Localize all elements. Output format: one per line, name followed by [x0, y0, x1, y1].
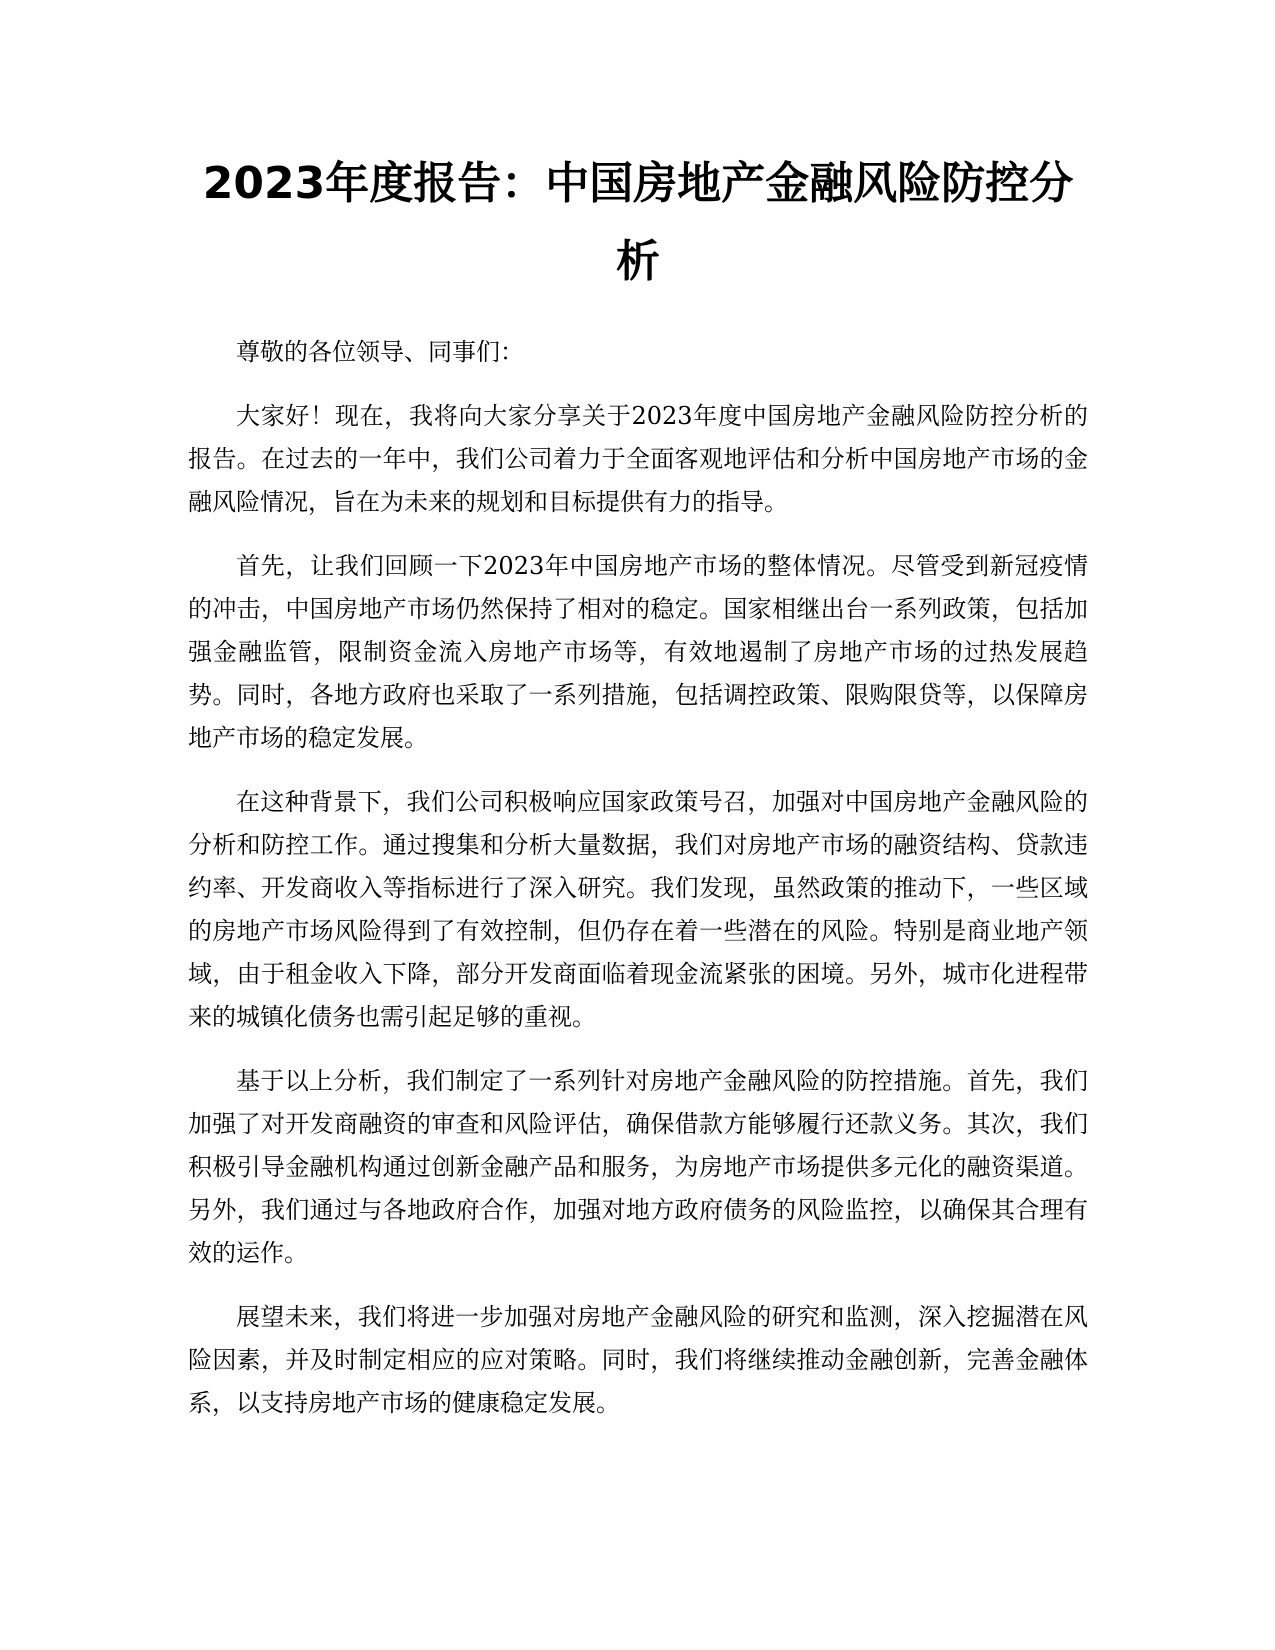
document-body: [188, 331, 1088, 1425]
paragraph-control-measures: 基于以上分析，我们制定了一系列针对房地产金融风险的防控措施。首先，我们加强了对开发商融资的审查和风险评估，确保借款方能够履行还款义务。其次，我们积极引导金融机构通过创新金融产品和服务，为房地产市场提供多元化的融资渠道。另外，我们通过与各地政府合作，加强对地方政府债务的风险监控，以确保其合理有效的运作。: [188, 1067, 1088, 1267]
paragraph-market-review: 首先，让我们回顾一下2023年中国房地产市场的整体情况。尽管受到新冠疫情的冲击，中国房地产市场仍然保持了相对的稳定。国家相继出台一系列政策，包括加强金融监管，限制资金流入房地产市场等，有效地遏制了房地产市场的过热发展趋势。同时，各地方政府也采取了一系列措施，包括调控政策、限购限贷等，以保障房地产市场的稳定发展。: [188, 552, 1088, 752]
paragraph-introduction: 大家好！现在，我将向大家分享关于2023年度中国房地产金融风险防控分析的报告。在过去的一年中，我们公司着力于全面客观地评估和分析中国房地产市场的金融风险情况，旨在为未来的规划和目标提供有力的指导。: [188, 402, 1088, 516]
paragraph-risk-analysis: 在这种背景下，我们公司积极响应国家政策号召，加强对中国房地产金融风险的分析和防控工作。通过搜集和分析大量数据，我们对房地产市场的融资结构、贷款违约率、开发商收入等指标进行了深入研究。我们发现，虽然政策的推动下，一些区域的房地产市场风险得到了有效控制，但仍存在着一些潜在的风险。特别是商业地产领域，由于租金收入下降，部分开发商面临着现金流紧张的困境。另外，城市化进程带来的城镇化债务也需引起足够的重视。: [188, 788, 1088, 1031]
paragraph-salutation: 尊敬的各位领导、同事们：: [236, 338, 524, 366]
paragraph-outlook: 展望未来，我们将进一步加强对房地产金融风险的研究和监测，深入挖掘潜在风险因素，并及时制定相应的应对策略。同时，我们将继续推动金融创新，完善金融体系，以支持房地产市场的健康稳定发展。: [188, 1303, 1088, 1417]
document-content: [188, 145, 1088, 1446]
document-title: 2023年度报告：中国房地产金融风险防控分析: [202, 158, 1074, 287]
